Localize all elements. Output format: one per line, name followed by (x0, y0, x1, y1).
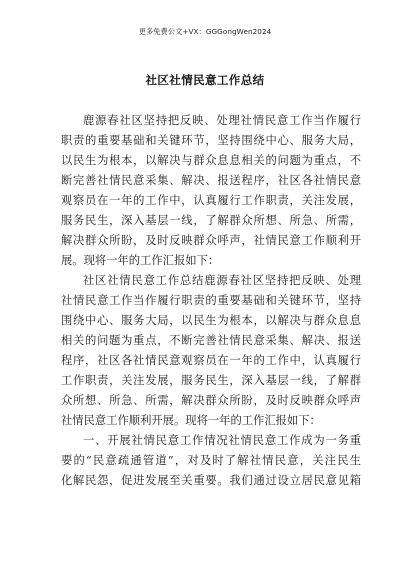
document-body (61, 111, 361, 491)
body-line: 程序，社区各社情民意观察员在一年的工作中，认真履行 (61, 354, 361, 367)
body-line: 众所想、所急、所需，解决群众所盼，及时反映群众呼声 (61, 394, 361, 407)
body-line: 社区社情民意工作总结鹿源春社区坚持把反映、处理 (83, 274, 361, 287)
body-line: 展。现将一年的工作汇报如下： (61, 254, 220, 267)
body-line: 服务民生，深入基层一线，了解群众所想、所急、所需， (61, 214, 361, 227)
body-line: 一、开展社情民意工作情况社情民意工作成为一务重 (83, 434, 361, 447)
body-line: 工作职责，关注发展，服务民生，深入基层一线，了解群 (61, 374, 361, 387)
body-line: 观察员在一年的工作中，认真履行工作职责，关注发展， (61, 194, 361, 207)
body-line: 社情民意工作当作履行职责的重要基础和关键环节，坚持 (61, 294, 361, 307)
body-line: 职责的重要基础和关键环节，坚持围绕中心、服务大局， (61, 134, 361, 147)
body-line: 围绕中心、服务大局，以民生为根本，以解决与群众息息 (61, 314, 361, 327)
body-line: 要的“民意疏通管道”，对及时了解社情民意，关注民生 (61, 454, 361, 467)
header-note: 更多免费公文+VX：GGGongWen2024 (138, 27, 272, 36)
body-line: 以民生为根本，以解决与群众息息相关的问题为重点，不 (61, 154, 361, 167)
body-line: 社情民意工作顺利开展。现将一年的工作汇报如下： (61, 414, 321, 427)
document-title: 社区社情民意工作总结 (145, 73, 265, 87)
body-line: 断完善社情民意采集、解决、报送程序，社区各社情民意 (61, 174, 361, 187)
body-line: 鹿源春社区坚持把反映、处理社情民意工作当作履行 (83, 114, 361, 127)
body-line: 相关的问题为重点，不断完善社情民意采集、解决、报送 (61, 334, 361, 347)
body-line: 解决群众所盼，及时反映群众呼声，社情民意工作顺利开 (61, 234, 361, 247)
body-line: 化解民怨，促进发展至关重要。我们通过设立居民意见箱 (61, 474, 361, 487)
